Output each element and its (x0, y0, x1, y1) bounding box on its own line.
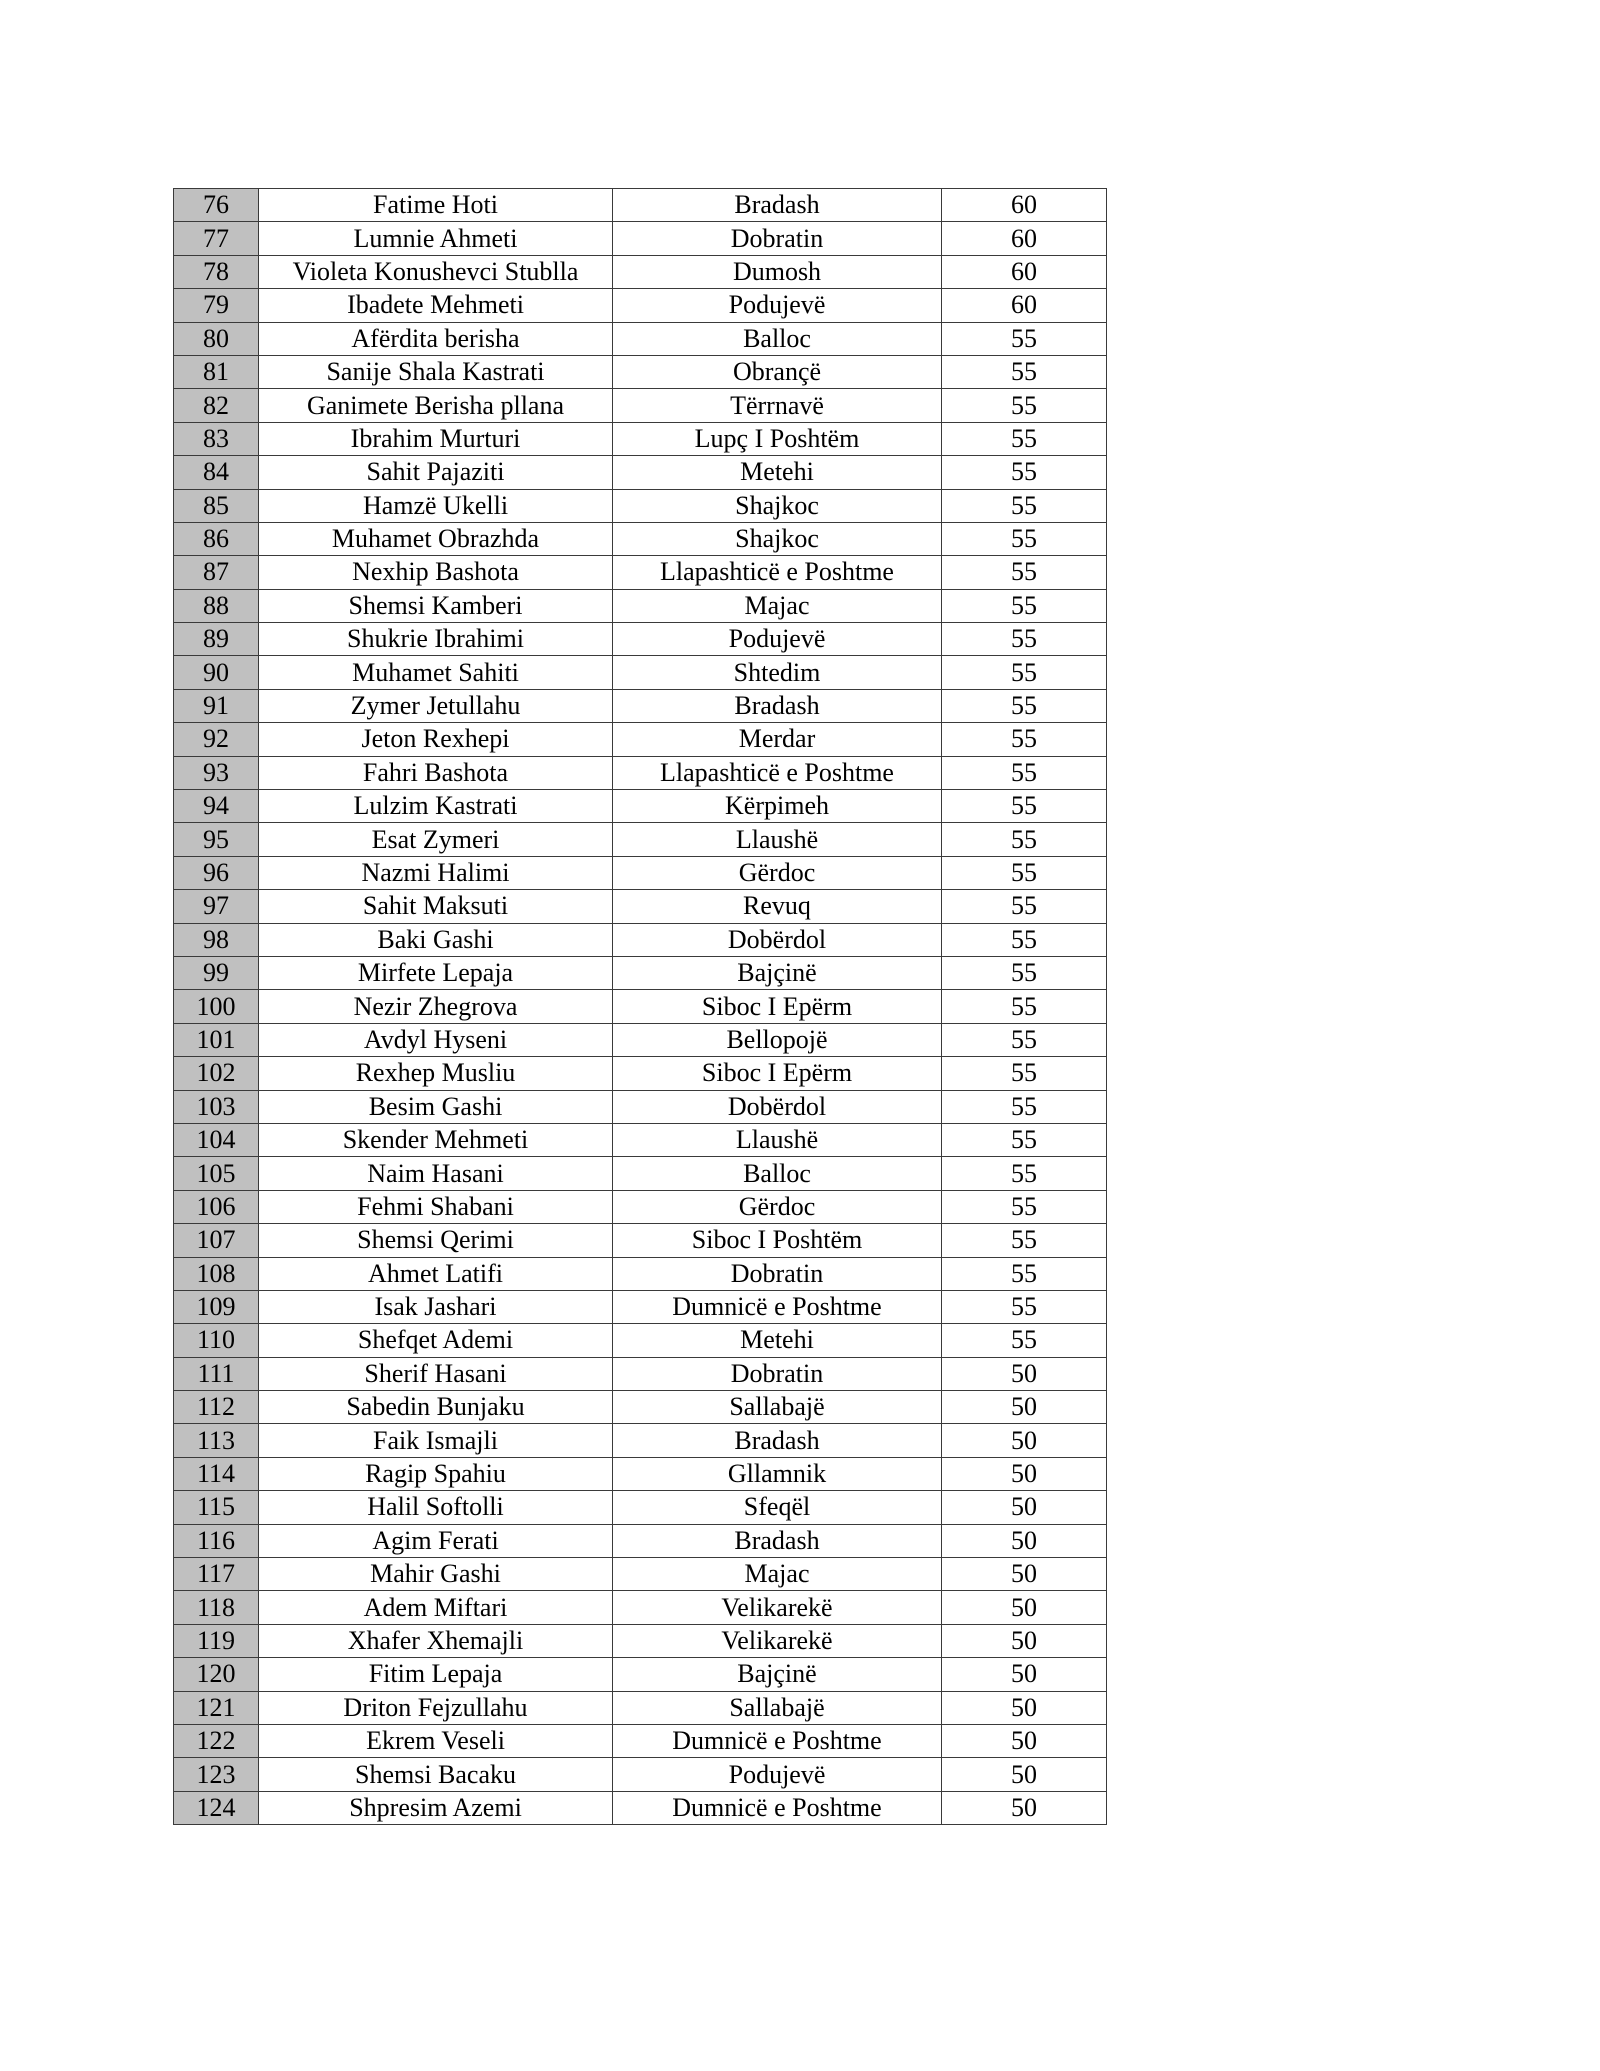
name-cell: Shemsi Bacaku (259, 1758, 613, 1791)
table-row (174, 1758, 1107, 1791)
row-number-cell: 115 (174, 1491, 259, 1524)
beneficiary-table (173, 188, 1107, 1825)
name-cell: Zymer Jetullahu (259, 689, 613, 722)
points-cell: 50 (942, 1724, 1107, 1757)
village-cell: Revuq (613, 890, 942, 923)
table-row (174, 1324, 1107, 1357)
row-number-cell: 99 (174, 956, 259, 989)
village-cell: Balloc (613, 1157, 942, 1190)
village-cell: Balloc (613, 322, 942, 355)
name-cell: Fitim Lepaja (259, 1658, 613, 1691)
village-cell: Shajkoc (613, 522, 942, 555)
name-cell: Xhafer Xhemajli (259, 1624, 613, 1657)
table-row (174, 456, 1107, 489)
points-cell: 60 (942, 189, 1107, 222)
table-body (174, 189, 1107, 1825)
row-number-cell: 123 (174, 1758, 259, 1791)
village-cell: Sfeqël (613, 1491, 942, 1524)
table-row (174, 689, 1107, 722)
row-number-cell: 87 (174, 556, 259, 589)
table-row (174, 1023, 1107, 1056)
table-row (174, 723, 1107, 756)
table-row (174, 923, 1107, 956)
name-cell: Ibrahim Murturi (259, 422, 613, 455)
village-cell: Bajçinë (613, 956, 942, 989)
row-number-cell: 121 (174, 1691, 259, 1724)
points-cell: 55 (942, 856, 1107, 889)
name-cell: Lumnie Ahmeti (259, 222, 613, 255)
table-row (174, 522, 1107, 555)
row-number-cell: 76 (174, 189, 259, 222)
table-row (174, 1357, 1107, 1390)
name-cell: Shpresim Azemi (259, 1791, 613, 1824)
row-number-cell: 77 (174, 222, 259, 255)
points-cell: 55 (942, 489, 1107, 522)
points-cell: 50 (942, 1357, 1107, 1390)
row-number-cell: 100 (174, 990, 259, 1023)
village-cell: Tërrnavë (613, 389, 942, 422)
points-cell: 60 (942, 222, 1107, 255)
village-cell: Shajkoc (613, 489, 942, 522)
table-row (174, 656, 1107, 689)
points-cell: 50 (942, 1624, 1107, 1657)
village-cell: Bajçinë (613, 1658, 942, 1691)
name-cell: Ahmet Latifi (259, 1257, 613, 1290)
points-cell: 55 (942, 389, 1107, 422)
row-number-cell: 122 (174, 1724, 259, 1757)
points-cell: 50 (942, 1457, 1107, 1490)
points-cell: 55 (942, 1157, 1107, 1190)
points-cell: 50 (942, 1558, 1107, 1591)
row-number-cell: 107 (174, 1224, 259, 1257)
points-cell: 50 (942, 1424, 1107, 1457)
row-number-cell: 108 (174, 1257, 259, 1290)
row-number-cell: 90 (174, 656, 259, 689)
village-cell: Bradash (613, 689, 942, 722)
row-number-cell: 98 (174, 923, 259, 956)
name-cell: Agim Ferati (259, 1524, 613, 1557)
village-cell: Podujevë (613, 623, 942, 656)
points-cell: 55 (942, 355, 1107, 388)
village-cell: Llapashticë e Poshtme (613, 556, 942, 589)
name-cell: Skender Mehmeti (259, 1123, 613, 1156)
row-number-cell: 93 (174, 756, 259, 789)
name-cell: Hamzë Ukelli (259, 489, 613, 522)
village-cell: Siboc I Epërm (613, 990, 942, 1023)
table-row (174, 1691, 1107, 1724)
village-cell: Gërdoc (613, 856, 942, 889)
table-row (174, 1624, 1107, 1657)
points-cell: 55 (942, 1257, 1107, 1290)
name-cell: Nexhip Bashota (259, 556, 613, 589)
table-row (174, 1290, 1107, 1323)
row-number-cell: 84 (174, 456, 259, 489)
row-number-cell: 95 (174, 823, 259, 856)
name-cell: Shemsi Qerimi (259, 1224, 613, 1257)
points-cell: 55 (942, 656, 1107, 689)
name-cell: Sahit Pajaziti (259, 456, 613, 489)
row-number-cell: 83 (174, 422, 259, 455)
village-cell: Llaushë (613, 823, 942, 856)
row-number-cell: 114 (174, 1457, 259, 1490)
table-row (174, 1123, 1107, 1156)
village-cell: Velikarekë (613, 1624, 942, 1657)
points-cell: 55 (942, 990, 1107, 1023)
village-cell: Shtedim (613, 656, 942, 689)
table-row (174, 890, 1107, 923)
table-row (174, 1558, 1107, 1591)
row-number-cell: 118 (174, 1591, 259, 1624)
points-cell: 55 (942, 689, 1107, 722)
name-cell: Ekrem Veseli (259, 1724, 613, 1757)
points-cell: 55 (942, 1224, 1107, 1257)
points-cell: 60 (942, 255, 1107, 288)
village-cell: Dumosh (613, 255, 942, 288)
points-cell: 55 (942, 956, 1107, 989)
table-row (174, 790, 1107, 823)
row-number-cell: 103 (174, 1090, 259, 1123)
row-number-cell: 102 (174, 1057, 259, 1090)
row-number-cell: 89 (174, 623, 259, 656)
row-number-cell: 85 (174, 489, 259, 522)
name-cell: Baki Gashi (259, 923, 613, 956)
row-number-cell: 117 (174, 1558, 259, 1591)
name-cell: Lulzim Kastrati (259, 790, 613, 823)
village-cell: Siboc I Poshtëm (613, 1224, 942, 1257)
points-cell: 55 (942, 1290, 1107, 1323)
points-cell: 50 (942, 1658, 1107, 1691)
name-cell: Faik Ismajli (259, 1424, 613, 1457)
name-cell: Shemsi Kamberi (259, 589, 613, 622)
points-cell: 55 (942, 890, 1107, 923)
row-number-cell: 81 (174, 355, 259, 388)
points-cell: 55 (942, 1123, 1107, 1156)
row-number-cell: 82 (174, 389, 259, 422)
village-cell: Podujevë (613, 289, 942, 322)
village-cell: Velikarekë (613, 1591, 942, 1624)
table-row (174, 1658, 1107, 1691)
name-cell: Adem Miftari (259, 1591, 613, 1624)
points-cell: 50 (942, 1758, 1107, 1791)
points-cell: 55 (942, 456, 1107, 489)
village-cell: Lupç I Poshtëm (613, 422, 942, 455)
points-cell: 55 (942, 589, 1107, 622)
table-row (174, 1724, 1107, 1757)
village-cell: Metehi (613, 456, 942, 489)
name-cell: Nazmi Halimi (259, 856, 613, 889)
village-cell: Dobërdol (613, 923, 942, 956)
village-cell: Dobratin (613, 222, 942, 255)
points-cell: 50 (942, 1391, 1107, 1424)
name-cell: Isak Jashari (259, 1290, 613, 1323)
name-cell: Shefqet Ademi (259, 1324, 613, 1357)
village-cell: Dumnicë e Poshtme (613, 1724, 942, 1757)
village-cell: Kërpimeh (613, 790, 942, 823)
table-row (174, 1224, 1107, 1257)
points-cell: 55 (942, 723, 1107, 756)
table-row (174, 956, 1107, 989)
table-row (174, 1457, 1107, 1490)
row-number-cell: 112 (174, 1391, 259, 1424)
row-number-cell: 109 (174, 1290, 259, 1323)
table-row (174, 322, 1107, 355)
points-cell: 55 (942, 522, 1107, 555)
village-cell: Merdar (613, 723, 942, 756)
name-cell: Fahri Bashota (259, 756, 613, 789)
points-cell: 55 (942, 823, 1107, 856)
name-cell: Esat Zymeri (259, 823, 613, 856)
name-cell: Avdyl Hyseni (259, 1023, 613, 1056)
points-cell: 50 (942, 1791, 1107, 1824)
village-cell: Metehi (613, 1324, 942, 1357)
table-row (174, 222, 1107, 255)
table-row (174, 1524, 1107, 1557)
table-row (174, 1057, 1107, 1090)
points-cell: 55 (942, 1324, 1107, 1357)
points-cell: 55 (942, 1190, 1107, 1223)
table-row (174, 990, 1107, 1023)
points-cell: 55 (942, 322, 1107, 355)
table-row (174, 756, 1107, 789)
table-row (174, 289, 1107, 322)
village-cell: Sallabajë (613, 1391, 942, 1424)
table-row (174, 1090, 1107, 1123)
points-cell: 55 (942, 790, 1107, 823)
name-cell: Afërdita berisha (259, 322, 613, 355)
village-cell: Bradash (613, 1524, 942, 1557)
village-cell: Majac (613, 1558, 942, 1591)
points-cell: 50 (942, 1691, 1107, 1724)
name-cell: Ibadete Mehmeti (259, 289, 613, 322)
village-cell: Bellopojë (613, 1023, 942, 1056)
name-cell: Fehmi Shabani (259, 1190, 613, 1223)
points-cell: 55 (942, 623, 1107, 656)
name-cell: Nezir Zhegrova (259, 990, 613, 1023)
points-cell: 50 (942, 1591, 1107, 1624)
village-cell: Bradash (613, 1424, 942, 1457)
row-number-cell: 106 (174, 1190, 259, 1223)
name-cell: Shukrie Ibrahimi (259, 623, 613, 656)
row-number-cell: 94 (174, 790, 259, 823)
row-number-cell: 119 (174, 1624, 259, 1657)
row-number-cell: 120 (174, 1658, 259, 1691)
table-row (174, 556, 1107, 589)
table-row (174, 1591, 1107, 1624)
points-cell: 55 (942, 1057, 1107, 1090)
table-row (174, 856, 1107, 889)
village-cell: Llaushë (613, 1123, 942, 1156)
village-cell: Bradash (613, 189, 942, 222)
row-number-cell: 78 (174, 255, 259, 288)
row-number-cell: 91 (174, 689, 259, 722)
name-cell: Rexhep Musliu (259, 1057, 613, 1090)
row-number-cell: 111 (174, 1357, 259, 1390)
name-cell: Sanije Shala Kastrati (259, 355, 613, 388)
points-cell: 55 (942, 556, 1107, 589)
village-cell: Sallabajë (613, 1691, 942, 1724)
name-cell: Muhamet Obrazhda (259, 522, 613, 555)
village-cell: Dobratin (613, 1257, 942, 1290)
row-number-cell: 124 (174, 1791, 259, 1824)
table-row (174, 623, 1107, 656)
table-row (174, 1424, 1107, 1457)
name-cell: Besim Gashi (259, 1090, 613, 1123)
name-cell: Ganimete Berisha pllana (259, 389, 613, 422)
table-row (174, 1491, 1107, 1524)
row-number-cell: 86 (174, 522, 259, 555)
table-row (174, 189, 1107, 222)
name-cell: Fatime Hoti (259, 189, 613, 222)
table-row (174, 1791, 1107, 1824)
village-cell: Dobërdol (613, 1090, 942, 1123)
row-number-cell: 101 (174, 1023, 259, 1056)
points-cell: 55 (942, 923, 1107, 956)
village-cell: Obrançë (613, 355, 942, 388)
name-cell: Jeton Rexhepi (259, 723, 613, 756)
name-cell: Sabedin Bunjaku (259, 1391, 613, 1424)
row-number-cell: 105 (174, 1157, 259, 1190)
row-number-cell: 79 (174, 289, 259, 322)
points-cell: 50 (942, 1491, 1107, 1524)
name-cell: Mahir Gashi (259, 1558, 613, 1591)
row-number-cell: 116 (174, 1524, 259, 1557)
name-cell: Mirfete Lepaja (259, 956, 613, 989)
table-row (174, 422, 1107, 455)
table-row (174, 823, 1107, 856)
name-cell: Halil Softolli (259, 1491, 613, 1524)
table-row (174, 389, 1107, 422)
points-cell: 50 (942, 1524, 1107, 1557)
village-cell: Podujevë (613, 1758, 942, 1791)
table-row (174, 589, 1107, 622)
table-row (174, 1157, 1107, 1190)
village-cell: Dumnicë e Poshtme (613, 1290, 942, 1323)
row-number-cell: 80 (174, 322, 259, 355)
name-cell: Driton Fejzullahu (259, 1691, 613, 1724)
table-row (174, 1190, 1107, 1223)
table-row (174, 1257, 1107, 1290)
points-cell: 60 (942, 289, 1107, 322)
row-number-cell: 96 (174, 856, 259, 889)
row-number-cell: 113 (174, 1424, 259, 1457)
name-cell: Sherif Hasani (259, 1357, 613, 1390)
row-number-cell: 88 (174, 589, 259, 622)
table-row (174, 355, 1107, 388)
name-cell: Ragip Spahiu (259, 1457, 613, 1490)
name-cell: Naim Hasani (259, 1157, 613, 1190)
village-cell: Siboc I Epërm (613, 1057, 942, 1090)
name-cell: Violeta Konushevci Stublla (259, 255, 613, 288)
table-row (174, 1391, 1107, 1424)
row-number-cell: 110 (174, 1324, 259, 1357)
name-cell: Muhamet Sahiti (259, 656, 613, 689)
row-number-cell: 104 (174, 1123, 259, 1156)
village-cell: Dumnicë e Poshtme (613, 1791, 942, 1824)
village-cell: Llapashticë e Poshtme (613, 756, 942, 789)
points-cell: 55 (942, 1023, 1107, 1056)
points-cell: 55 (942, 756, 1107, 789)
village-cell: Majac (613, 589, 942, 622)
table-row (174, 489, 1107, 522)
village-cell: Gllamnik (613, 1457, 942, 1490)
row-number-cell: 92 (174, 723, 259, 756)
points-cell: 55 (942, 422, 1107, 455)
village-cell: Gërdoc (613, 1190, 942, 1223)
points-cell: 55 (942, 1090, 1107, 1123)
table-row (174, 255, 1107, 288)
name-cell: Sahit Maksuti (259, 890, 613, 923)
row-number-cell: 97 (174, 890, 259, 923)
village-cell: Dobratin (613, 1357, 942, 1390)
